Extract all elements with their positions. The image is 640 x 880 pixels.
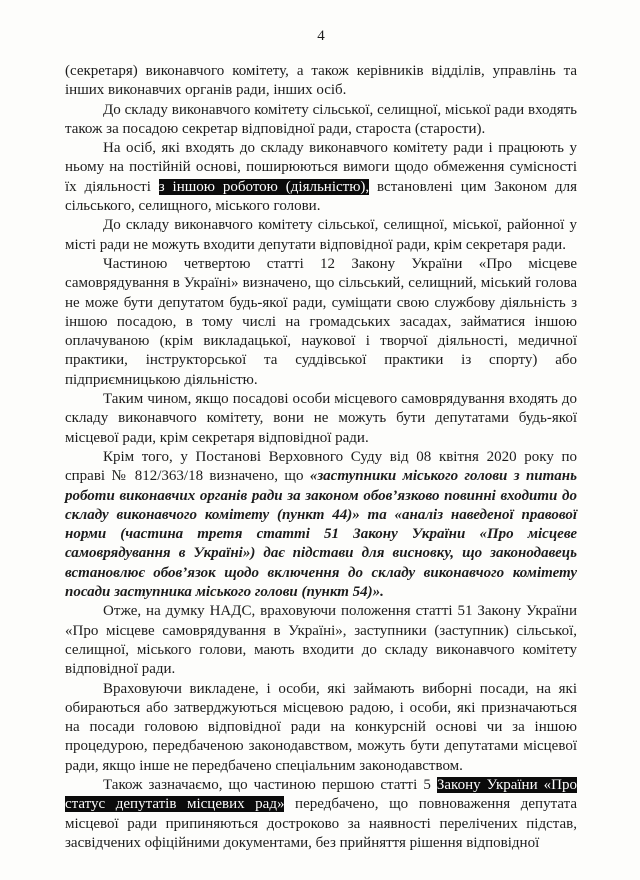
text-run: встановлені цим Законом для сільського, селищного, міського голови. xyxy=(65,178,577,215)
paragraph xyxy=(65,680,577,776)
text-run: Враховуючи викладене, і особи, які займають виборні посади, на які обираються або затверджуються місцевою радою, і особи, які призначаються на посади головою відповідної ради на конкурсній основі чи за іншою процедурою, передбаченою законодавством, можуть бути депутатами місцевої ради, якщо інше не передбачено спеціальним законодавством. xyxy=(65,680,577,774)
paragraph xyxy=(65,216,577,255)
paragraph xyxy=(65,62,577,101)
text-run: До складу виконавчого комітету сільської, селищної, міської ради входять також за посадою секретар відповідної ради, староста (старости). xyxy=(65,101,577,137)
highlighted-text: Закону України «Про статус депутатів місцевих рад» xyxy=(65,776,577,813)
text-run: Таким чином, якщо посадові особи місцевого самоврядування входять до складу виконавчого комітету, вони не можуть бути депутатами будь-якої місцевої ради, крім секретаря відповідної ради. xyxy=(65,391,577,446)
text-run: (секретаря) виконавчого комітету, а також керівників відділів, управлінь та інших виконавчих органів ради, інших осіб. xyxy=(65,63,577,99)
document-body xyxy=(65,62,577,853)
text-run: Частиною четвертою статті 12 Закону України «Про місцеве самоврядування в Україні» визначено, що сільський, селищний, міський голова не може бути депутатом будь-якої ради, суміщати свою службову діяльність з іншою посадою, в тому числі на громадських засадах, займатися іншою оплачуваною (крім викладацької, наукової і творчої діяльності, медичної практики, інструкторської та суддівської практики із спорту) або підприємницькою діяльністю. xyxy=(65,255,577,388)
paragraph xyxy=(65,602,577,679)
page-number: 4 xyxy=(317,28,325,44)
text-run: передбачено, що повноваження депутата місцевої ради припиняються достроково за наявності перелічених підстав, засвідчених офіційними документами, без прийняття рішення відповідної xyxy=(65,796,577,851)
paragraph xyxy=(65,448,577,602)
highlighted-text: з іншою роботою (діяльністю), xyxy=(158,178,370,195)
text-run: До складу виконавчого комітету сільської, селищної, міської, районної у місті ради не можуть входити депутати відповідної ради, крім секретаря ради. xyxy=(65,217,577,253)
paragraph xyxy=(65,101,577,140)
paragraph xyxy=(65,776,577,853)
text-run: Отже, на думку НАДС, враховуючи положення статті 51 Закону України «Про місцеве самоврядування в Україні», заступники (заступник) сільської, селищної, міського голови, мають входити до складу виконавчого комітету відповідної ради. xyxy=(65,603,577,678)
paragraph xyxy=(65,390,577,448)
text-run: На осіб, які входять до складу виконавчого комітету ради і працюють у ньому на постійній основі, поширюються вимоги щодо обмеження сумісності їх діяльності xyxy=(65,140,577,195)
paragraph xyxy=(65,139,577,216)
text-run: Крім того, у Постанові Верховного Суду від 08 квітня 2020 року по справі № 812/363/18 визначено, що xyxy=(65,448,577,485)
quoted-emphasis-text: «заступники міського голови з питань роботи виконавчих органів ради за законом обов’язково повинні входити до складу виконавчого комітету (пункт 44)» та «аналіз наведеної правової норми (частина третя статті 51 Закону України «Про місцеве самоврядування в Україні») дає підстави для висновку, що законодавець встановлює обов’язок щодо включення до складу виконавчого комітету посади заступника міського голови (пункт 54)». xyxy=(65,468,577,601)
text-run: Також зазначаємо, що частиною першою статті 5 xyxy=(103,776,437,793)
paragraph xyxy=(65,255,577,390)
